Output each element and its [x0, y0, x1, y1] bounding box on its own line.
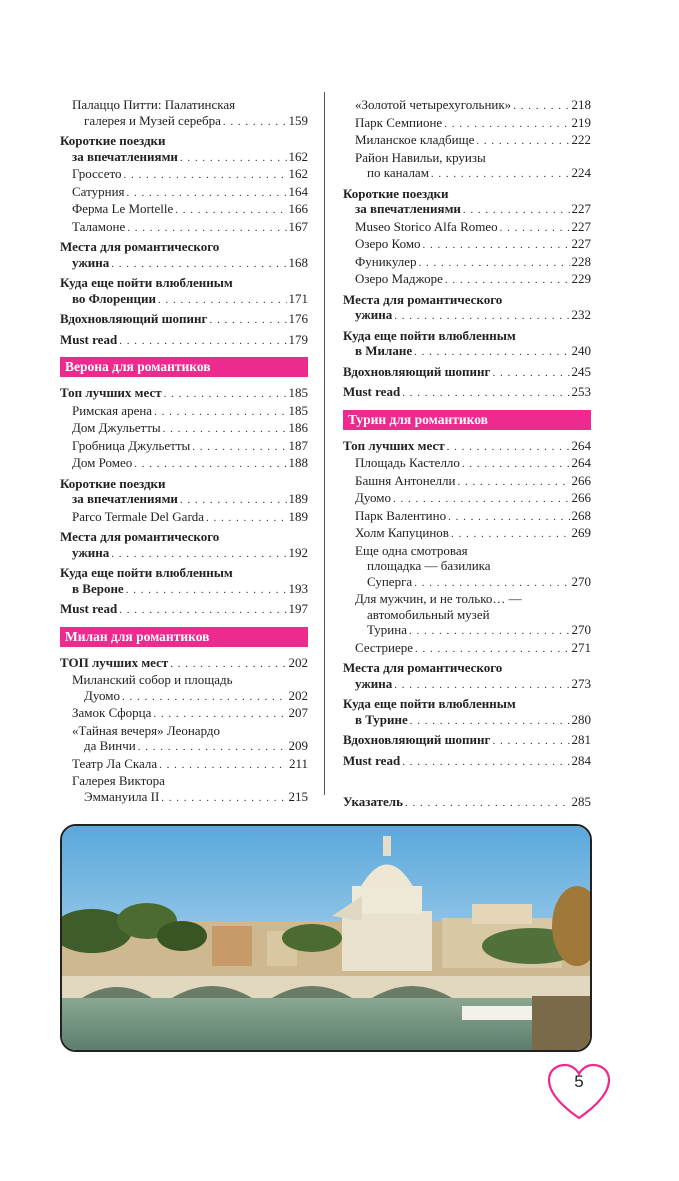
toc-entry[interactable]: [60, 655, 308, 673]
toc-entry[interactable]: [343, 732, 591, 750]
toc-entry-title-line: Миланский собор и площадь: [72, 672, 233, 687]
toc-entry[interactable]: [60, 545, 308, 563]
toc-page-number: 189: [288, 508, 308, 524]
toc-entry[interactable]: [60, 601, 308, 619]
toc-entry-title: Топ лучших мест: [60, 385, 162, 400]
toc-left-column: [60, 97, 308, 806]
section-header-verona[interactable]: Верона для романтиков: [60, 357, 308, 377]
toc-entry[interactable]: [343, 640, 591, 658]
toc-entry[interactable]: [60, 491, 308, 509]
toc-entry-title-line: Куда еще пойти влюбленным: [60, 275, 233, 290]
toc-page-number: 202: [288, 687, 308, 703]
toc-entry[interactable]: [60, 201, 308, 219]
toc-page-number: 197: [288, 601, 308, 616]
toc-page-number: 185: [288, 385, 308, 400]
toc-entry-title-line: Места для романтического: [60, 529, 220, 544]
toc-page-number: 227: [571, 201, 591, 216]
toc-entry-title: Дом Джульетты: [72, 420, 161, 435]
toc-entry-title-line: Короткие поездки: [343, 185, 449, 201]
toc-entry[interactable]: [60, 149, 308, 167]
toc-entry-title-line: Еще одна смотровая: [355, 542, 468, 558]
toc-entry-title-line: Места для романтического: [60, 239, 220, 254]
toc-page-number: 227: [571, 218, 591, 234]
toc-entry-title: Must read: [343, 752, 401, 768]
toc-page-number: 187: [288, 437, 308, 453]
toc-entry-title: Парк Валентино: [355, 507, 447, 523]
toc-entry-title: ужина: [72, 544, 110, 560]
toc-entry-title: за впечатлениями: [355, 201, 461, 216]
toc-page-number: 271: [571, 639, 591, 655]
toc-entry[interactable]: [60, 166, 308, 184]
toc-entry[interactable]: [60, 420, 308, 438]
toc-entry[interactable]: [60, 311, 308, 329]
toc-entry-title-line: Места для романтического: [343, 291, 503, 307]
toc-page-number: 186: [288, 420, 308, 435]
toc-entry[interactable]: [343, 384, 591, 402]
toc-page-number: 264: [571, 437, 591, 453]
toc-entry-title: Must read: [343, 384, 401, 399]
toc-entry[interactable]: [343, 473, 591, 491]
toc-entry[interactable]: [60, 688, 308, 706]
toc-entry-title: Холм Капуцинов: [355, 525, 449, 540]
toc-entry-title-line: «Тайная вечеря» Леонардо: [72, 722, 221, 738]
toc-page-number: 232: [571, 307, 591, 322]
toc-page-number: 162: [288, 148, 308, 164]
toc-page-number: 280: [571, 711, 591, 727]
toc-page-number: 202: [288, 654, 308, 670]
toc-entry-title: по каналам: [367, 165, 429, 180]
toc-page-number: 229: [571, 271, 591, 286]
toc-entry-title-line: Район Навильи, круизы: [355, 149, 486, 165]
toc-entry[interactable]: [60, 332, 308, 350]
toc-entry-title: Озеро Комо: [355, 236, 421, 251]
toc-entry[interactable]: [343, 343, 591, 361]
toc-entry-title: Топ лучших мест: [343, 437, 445, 453]
toc-entry[interactable]: [60, 756, 308, 774]
toc-entry[interactable]: [60, 255, 308, 273]
toc-entry-title: ужина: [355, 307, 393, 322]
toc-entry[interactable]: [60, 184, 308, 202]
toc-page-number: 245: [571, 363, 591, 379]
toc-entry-title-line: Для мужчин, и не только… —: [355, 591, 522, 606]
toc-entry-title: Башня Антонелли: [355, 472, 456, 488]
toc-entry-title: в Турине: [355, 711, 408, 727]
toc-page-number: 253: [571, 384, 591, 399]
toc-entry-title-line: Галерея Виктора: [72, 773, 165, 788]
toc-entry[interactable]: [343, 219, 591, 237]
toc-page-number: 266: [571, 490, 591, 505]
toc-entry-title: Фуникулер: [355, 253, 417, 269]
toc-entry-title-line: площадка — базилика: [367, 558, 491, 573]
toc-page-number: 166: [288, 201, 308, 216]
toc-page-number: 168: [288, 254, 308, 270]
toc-entry[interactable]: [60, 291, 308, 309]
toc-entry-index[interactable]: [343, 794, 591, 812]
toc-entry-title: Площадь Кастелло: [355, 455, 460, 470]
toc-page-number: 193: [288, 580, 308, 596]
toc-entry[interactable]: [343, 132, 591, 150]
toc-entry-title: галерея и Музей серебра: [84, 112, 221, 128]
toc-entry[interactable]: [343, 201, 591, 219]
toc-entry-title: Дуомо: [355, 490, 392, 505]
toc-entry[interactable]: [60, 219, 308, 237]
toc-page-number: 266: [571, 472, 591, 488]
toc-page-number: 222: [571, 132, 591, 147]
toc-entry[interactable]: [343, 455, 591, 473]
toc-entry-title: Сестриере: [355, 639, 414, 655]
toc-entry-title: Римская арена: [72, 402, 153, 418]
toc-page-number: 164: [288, 183, 308, 199]
toc-entry-title: ТОП лучших мест: [60, 654, 169, 670]
toc-entry-title: Замок Сфорца: [72, 705, 152, 720]
toc-entry[interactable]: [60, 455, 308, 473]
toc-entry[interactable]: [343, 622, 591, 640]
toc-entry-title: Дуомо: [84, 687, 121, 703]
toc-page-number: 270: [571, 622, 591, 637]
toc-entry-title: Указатель: [343, 794, 403, 809]
toc-entry[interactable]: [60, 385, 308, 403]
toc-page-number: 188: [288, 455, 308, 470]
toc-page-number: 264: [571, 455, 591, 470]
toc-entry-title: Дом Ромео: [72, 455, 133, 470]
toc-right-column: [343, 97, 591, 812]
toc-entry-title: Must read: [60, 601, 118, 616]
section-header-turin[interactable]: Турин для романтиков: [343, 410, 591, 430]
toc-entry[interactable]: [343, 307, 591, 325]
toc-page-number: 162: [288, 166, 308, 181]
toc-page-number: 171: [288, 290, 308, 306]
toc-page-number: 284: [571, 752, 591, 768]
section-header-milan[interactable]: Милан для романтиков: [60, 627, 308, 647]
toc-entry-title: Вдохновляющий шопинг: [343, 732, 491, 747]
toc-page-number: 273: [571, 675, 591, 691]
toc-entry[interactable]: [60, 509, 308, 527]
toc-entry-title: в Милане: [355, 343, 413, 358]
toc-entry-title: Parco Termale Del Garda: [72, 508, 205, 524]
toc-entry[interactable]: [60, 403, 308, 421]
toc-entry[interactable]: [343, 97, 591, 115]
toc-entry[interactable]: [343, 753, 591, 771]
toc-entry[interactable]: [60, 438, 308, 456]
toc-entry-title-line: автомобильный музей: [367, 606, 490, 622]
toc-entry-title: за впечатлениями: [72, 491, 178, 506]
toc-page-number: 176: [288, 311, 308, 326]
toc-entry[interactable]: [343, 438, 591, 456]
toc-entry-title: за впечатлениями: [72, 148, 178, 164]
toc-page-number: 228: [571, 253, 591, 269]
toc-entry-title-line: Короткие поездки: [60, 133, 166, 148]
toc-page-number: 269: [571, 525, 591, 540]
toc-entry[interactable]: [343, 364, 591, 382]
toc-entry-title: ужина: [72, 254, 110, 270]
toc-entry[interactable]: [60, 581, 308, 599]
rome-panorama-photo: [60, 824, 592, 1052]
toc-entry-title: Must read: [60, 331, 118, 347]
toc-entry[interactable]: [343, 254, 591, 272]
toc-page-number: 215: [288, 788, 308, 804]
toc-entry-title-line: Палаццо Питти: Палатинская: [72, 97, 236, 112]
toc-page-number: 189: [288, 491, 308, 506]
toc-entry[interactable]: [343, 712, 591, 730]
toc-entry[interactable]: [343, 574, 591, 592]
toc-page-number: 224: [571, 165, 591, 180]
toc-entry[interactable]: [60, 113, 308, 131]
toc-page-number: 218: [571, 97, 591, 112]
toc-entry-title: Озеро Маджоре: [355, 271, 443, 286]
toc-page-number: 211: [288, 755, 308, 771]
heart-icon: [546, 1062, 612, 1122]
page-number: 5: [574, 1072, 584, 1091]
toc-page-number: 167: [288, 218, 308, 234]
toc-entry-title-line: Куда еще пойти влюбленным: [343, 696, 516, 711]
toc-entry[interactable]: [60, 705, 308, 723]
toc-entry-title: Миланское кладбище: [355, 132, 475, 147]
toc-entry-title: Эммануила II: [84, 788, 160, 804]
toc-entry[interactable]: [60, 738, 308, 756]
toc-entry-title-line: Короткие поездки: [60, 475, 166, 491]
toc-entry-title: Турина: [367, 622, 407, 637]
toc-entry[interactable]: [343, 165, 591, 183]
toc-entry-title: да Винчи: [84, 738, 136, 753]
toc-page-number: 179: [288, 331, 308, 347]
toc-entry-title: Таламоне: [72, 218, 126, 234]
toc-page-number: 285: [571, 794, 591, 809]
toc-entry[interactable]: [343, 271, 591, 289]
toc-entry[interactable]: [343, 676, 591, 694]
toc-entry[interactable]: [343, 115, 591, 133]
toc-page-number: 209: [288, 738, 308, 753]
toc-entry-title: Сатурния: [72, 183, 125, 199]
column-divider: [324, 92, 325, 795]
toc-entry[interactable]: [343, 490, 591, 508]
toc-page-number: 270: [571, 573, 591, 589]
toc-entry-title-line: Места для романтического: [343, 660, 503, 675]
toc-page-number: 192: [288, 544, 308, 560]
toc-entry-title: Гроссето: [72, 166, 122, 181]
toc-entry[interactable]: [343, 525, 591, 543]
toc-entry-title: Суперга: [367, 573, 413, 589]
toc-page-number: 268: [571, 507, 591, 523]
toc-page-number: 281: [571, 732, 591, 747]
toc-entry-title: в Вероне: [72, 580, 124, 596]
toc-entry-title: во Флоренции: [72, 290, 156, 306]
toc-entry[interactable]: [343, 508, 591, 526]
toc-entry-title: Вдохновляющий шопинг: [343, 363, 491, 379]
toc-page-number: 219: [571, 114, 591, 130]
toc-entry-title-line: Куда еще пойти влюбленным: [60, 565, 233, 580]
toc-entry-title: Театр Ла Скала: [72, 755, 158, 771]
toc-page-number: 159: [288, 112, 308, 128]
toc-entry-title-line: Куда еще пойти влюбленным: [343, 327, 516, 343]
toc-entry-title: Ферма Le Mortelle: [72, 201, 174, 216]
toc-entry-title: Museo Storico Alfa Romeo: [355, 218, 498, 234]
toc-entry-title: ужина: [355, 675, 393, 691]
toc-entry-title: Гробница Джульетты: [72, 437, 191, 453]
toc-entry-title: «Золотой четырехугольник»: [355, 97, 512, 112]
toc-entry-title: Вдохновляющий шопинг: [60, 311, 208, 326]
toc-entry[interactable]: [343, 236, 591, 254]
toc-page-number: 240: [571, 343, 591, 358]
toc-page-number: 185: [288, 402, 308, 418]
toc-entry[interactable]: [60, 789, 308, 807]
toc-page-number: 227: [571, 236, 591, 251]
toc-page-number: 207: [288, 705, 308, 720]
toc-entry-title: Парк Семпионе: [355, 114, 443, 130]
